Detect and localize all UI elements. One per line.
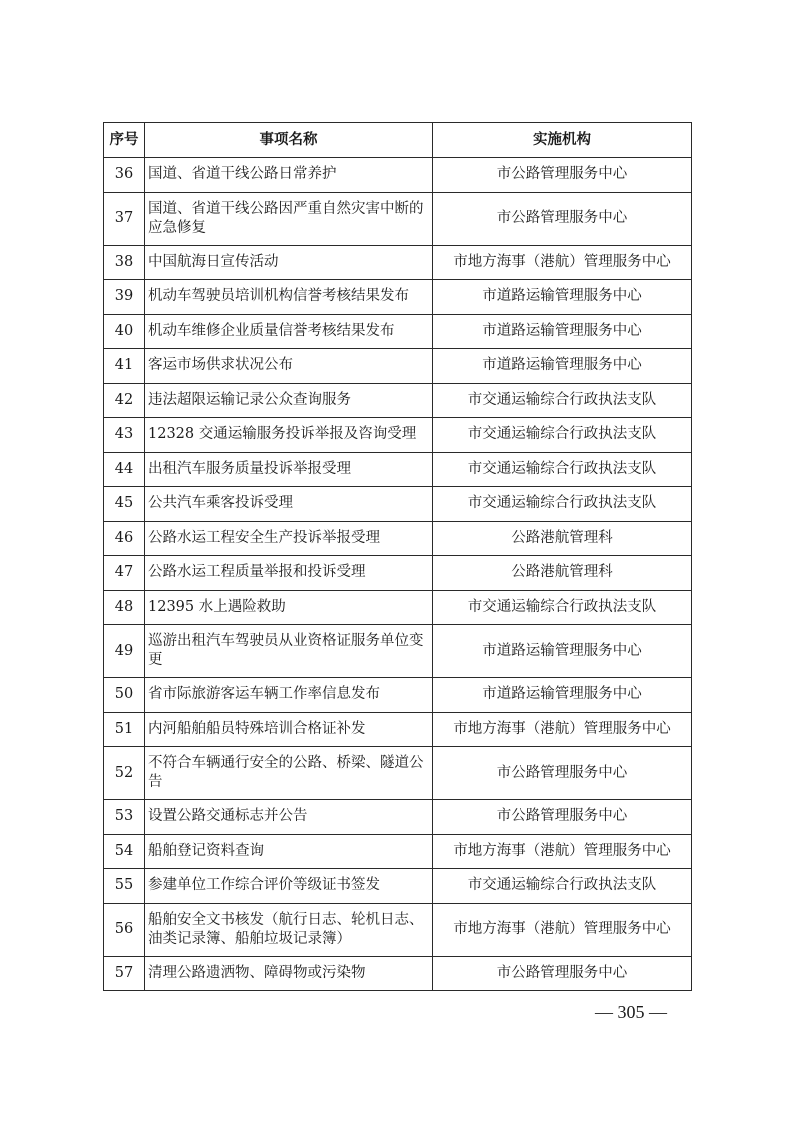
header-name: 事项名称 [145,123,433,158]
table-row [104,452,692,487]
item-name-cell: 机动车驾驶员培训机构信誉考核结果发布 [145,280,433,315]
agency-cell: 市地方海事（港航）管理服务中心 [433,712,692,747]
item-name-cell: 客运市场供求状况公布 [145,349,433,384]
table-row [104,625,692,678]
table-row [104,383,692,418]
row-number-cell: 42 [104,383,145,418]
item-name-cell: 公路水运工程质量举报和投诉受理 [145,556,433,591]
agency-cell: 市道路运输管理服务中心 [433,678,692,713]
item-name-cell: 国道、省道干线公路因严重自然灾害中断的应急修复 [145,192,433,245]
row-number-cell: 51 [104,712,145,747]
agency-cell: 市公路管理服务中心 [433,192,692,245]
table-row [104,487,692,522]
agency-cell: 公路港航管理科 [433,521,692,556]
table-row [104,314,692,349]
header-no: 序号 [104,123,145,158]
item-name-cell: 内河船舶船员特殊培训合格证补发 [145,712,433,747]
item-name-cell: 不符合车辆通行安全的公路、桥梁、隧道公告 [145,747,433,800]
row-number-cell: 43 [104,418,145,453]
agency-cell: 市交通运输综合行政执法支队 [433,590,692,625]
table-row [104,903,692,956]
row-number-cell: 36 [104,158,145,193]
item-name-cell: 清理公路遗洒物、障碍物或污染物 [145,956,433,991]
agency-cell: 市交通运输综合行政执法支队 [433,383,692,418]
agency-cell: 市交通运输综合行政执法支队 [433,869,692,904]
item-name-cell: 12395 水上遇险救助 [145,590,433,625]
table-row [104,158,692,193]
table-row [104,245,692,280]
page-number: — 305 — [595,1002,667,1022]
item-name-cell: 省市际旅游客运车辆工作率信息发布 [145,678,433,713]
agency-cell: 市交通运输综合行政执法支队 [433,487,692,522]
item-name-cell: 参建单位工作综合评价等级证书签发 [145,869,433,904]
table-row [104,800,692,835]
agency-cell: 市道路运输管理服务中心 [433,349,692,384]
agency-cell: 市地方海事（港航）管理服务中心 [433,903,692,956]
items-table [103,122,692,991]
table-body [104,158,692,991]
table-row [104,418,692,453]
agency-cell: 市道路运输管理服务中心 [433,625,692,678]
row-number-cell: 46 [104,521,145,556]
item-name-cell: 公共汽车乘客投诉受理 [145,487,433,522]
table-row [104,192,692,245]
item-name-cell: 违法超限运输记录公众查询服务 [145,383,433,418]
agency-cell: 市地方海事（港航）管理服务中心 [433,245,692,280]
row-number-cell: 38 [104,245,145,280]
item-name-cell: 机动车维修企业质量信誉考核结果发布 [145,314,433,349]
item-name-cell: 船舶登记资料查询 [145,834,433,869]
row-number-cell: 52 [104,747,145,800]
row-number-cell: 40 [104,314,145,349]
table-row [104,590,692,625]
row-number-cell: 45 [104,487,145,522]
agency-cell: 市交通运输综合行政执法支队 [433,452,692,487]
header-org: 实施机构 [433,123,692,158]
item-name-cell: 出租汽车服务质量投诉举报受理 [145,452,433,487]
agency-cell: 市地方海事（港航）管理服务中心 [433,834,692,869]
table-row [104,678,692,713]
table-row [104,712,692,747]
row-number-cell: 54 [104,834,145,869]
item-name-cell: 公路水运工程安全生产投诉举报受理 [145,521,433,556]
agency-cell: 市道路运输管理服务中心 [433,314,692,349]
row-number-cell: 48 [104,590,145,625]
row-number-cell: 57 [104,956,145,991]
table-row [104,349,692,384]
row-number-cell: 44 [104,452,145,487]
row-number-cell: 53 [104,800,145,835]
table-header-row [104,123,692,158]
row-number-cell: 41 [104,349,145,384]
table-row [104,556,692,591]
table-row [104,869,692,904]
row-number-cell: 49 [104,625,145,678]
agency-cell: 公路港航管理科 [433,556,692,591]
agency-cell: 市公路管理服务中心 [433,800,692,835]
row-number-cell: 37 [104,192,145,245]
agency-cell: 市道路运输管理服务中心 [433,280,692,315]
table-row [104,521,692,556]
table-row [104,280,692,315]
table-row [104,834,692,869]
agency-cell: 市公路管理服务中心 [433,747,692,800]
row-number-cell: 47 [104,556,145,591]
agency-cell: 市公路管理服务中心 [433,956,692,991]
item-name-cell: 船舶安全文书核发（航行日志、轮机日志、油类记录簿、船舶垃圾记录簿） [145,903,433,956]
item-name-cell: 设置公路交通标志并公告 [145,800,433,835]
row-number-cell: 55 [104,869,145,904]
item-name-cell: 巡游出租汽车驾驶员从业资格证服务单位变更 [145,625,433,678]
row-number-cell: 56 [104,903,145,956]
table-row [104,956,692,991]
item-name-cell: 国道、省道干线公路日常养护 [145,158,433,193]
item-name-cell: 中国航海日宣传活动 [145,245,433,280]
row-number-cell: 50 [104,678,145,713]
item-name-cell: 12328 交通运输服务投诉举报及咨询受理 [145,418,433,453]
agency-cell: 市公路管理服务中心 [433,158,692,193]
table-row [104,747,692,800]
row-number-cell: 39 [104,280,145,315]
agency-cell: 市交通运输综合行政执法支队 [433,418,692,453]
items-table-container [103,122,691,991]
